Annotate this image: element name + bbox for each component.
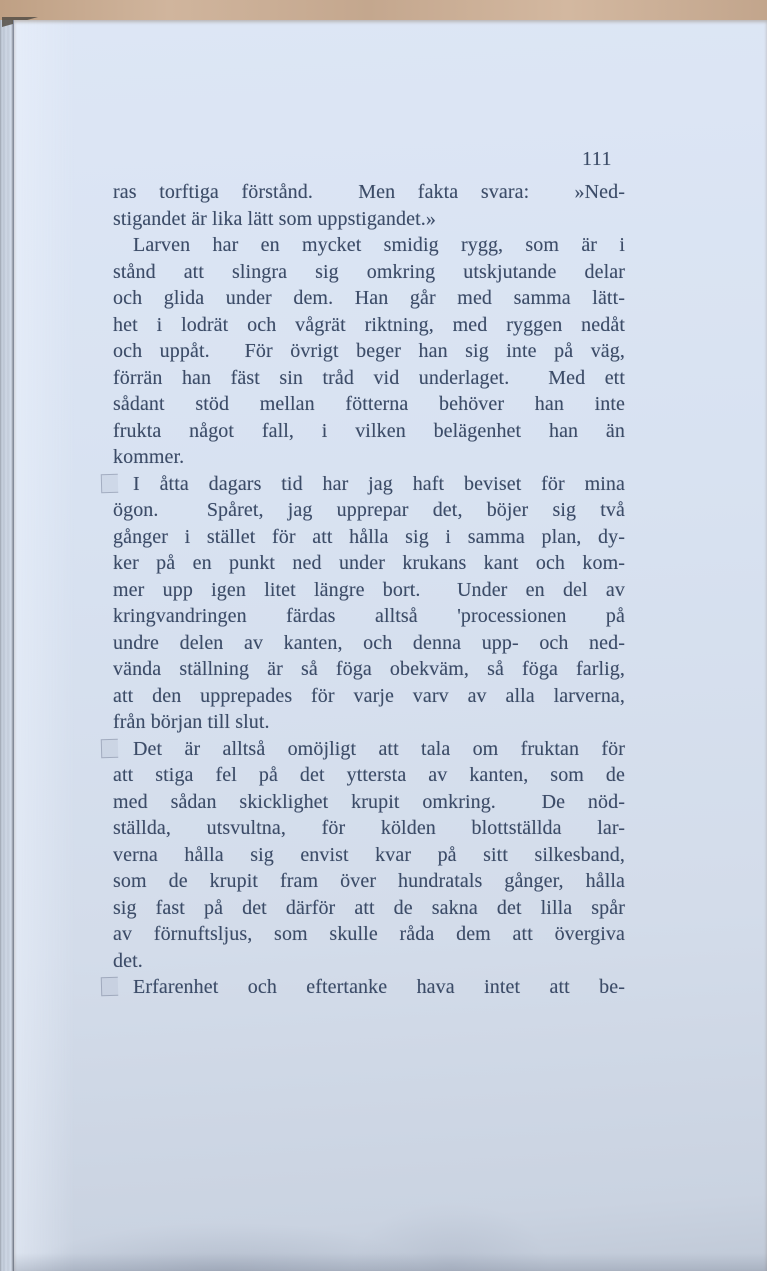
- text-line: I åtta dagars tid har jag haft beviset för mina: [113, 471, 625, 498]
- text-line: och glida under dem. Han går med samma lätt-: [113, 287, 625, 309]
- book-page: [13, 20, 767, 1271]
- page-bottom-shadow: [14, 1121, 767, 1271]
- pencil-margin-mark: [101, 977, 118, 996]
- table-background: [0, 0, 767, 22]
- text-line: från början till slut.: [113, 711, 270, 733]
- text-line: ker på en punkt ned under krukans kant och kom-: [113, 552, 625, 574]
- text-line: av förnuftsljus, som skulle råda dem att övergiva: [113, 923, 625, 945]
- text-line: het i lodrät och vågrät riktning, med ryggen nedåt: [113, 313, 625, 336]
- text-line: Erfarenhet och eftertanke hava intet att be-: [113, 974, 625, 1001]
- text-line: och uppåt. För övrigt beger han sig inte på väg,: [113, 340, 625, 362]
- pencil-margin-mark: [101, 738, 118, 757]
- text-line: att den upprepades för varje varv av alla larverna,: [113, 684, 625, 707]
- text-line: ställda, utsvultna, för kölden blottställda lar-: [113, 817, 625, 839]
- text-line: mer upp igen litet längre bort. Under en del av: [113, 578, 625, 601]
- text-line: att stiga fel på det yttersta av kanten, som de: [113, 764, 625, 786]
- text-line: frukta något fall, i vilken belägenhet han än: [113, 419, 625, 442]
- text-line: förrän han fäst sin tråd vid underlaget. Med ett: [113, 366, 625, 389]
- text-line: kringvandringen färdas alltså 'processionen på: [113, 605, 625, 627]
- text-line: gånger i stället för att hålla sig i samma plan, dy-: [113, 525, 625, 548]
- text-line: med sådan skicklighet krupit omkring. De nöd-: [113, 790, 625, 813]
- text-line: verna hålla sig envist kvar på sitt silkesband,: [113, 843, 625, 866]
- text-line: kommer.: [113, 446, 185, 468]
- text-line: ras torftiga förstånd. Men fakta svara: »Ned-: [113, 181, 625, 203]
- page-edge-stack: [0, 20, 13, 1271]
- text-line: stigandet är lika lätt som uppstigandet.»: [113, 207, 436, 230]
- text-line: som de krupit fram över hundratals gånger, hålla: [113, 870, 625, 892]
- text-line: vända ställning är så föga obekväm, så föga farlig,: [113, 658, 625, 680]
- text-line: Det är alltså omöjligt att tala om fruktan för: [113, 736, 625, 763]
- text-line: det.: [113, 949, 143, 972]
- text-line: ögon. Spåret, jag upprepar det, böjer sig två: [113, 499, 625, 521]
- text-line: stånd att slingra sig omkring utskjutande delar: [113, 260, 625, 283]
- page-number: 111: [581, 148, 612, 170]
- text-line: sådant stöd mellan fötterna behöver han inte: [113, 393, 625, 415]
- text-line: sig fast på det därför att de sakna det lilla spår: [113, 896, 625, 919]
- pencil-margin-mark: [101, 473, 118, 492]
- text-block: [113, 179, 625, 1001]
- text-line: Larven har en mycket smidig rygg, som är i: [133, 234, 625, 256]
- text-line: undre delen av kanten, och denna upp- och ned-: [113, 631, 625, 654]
